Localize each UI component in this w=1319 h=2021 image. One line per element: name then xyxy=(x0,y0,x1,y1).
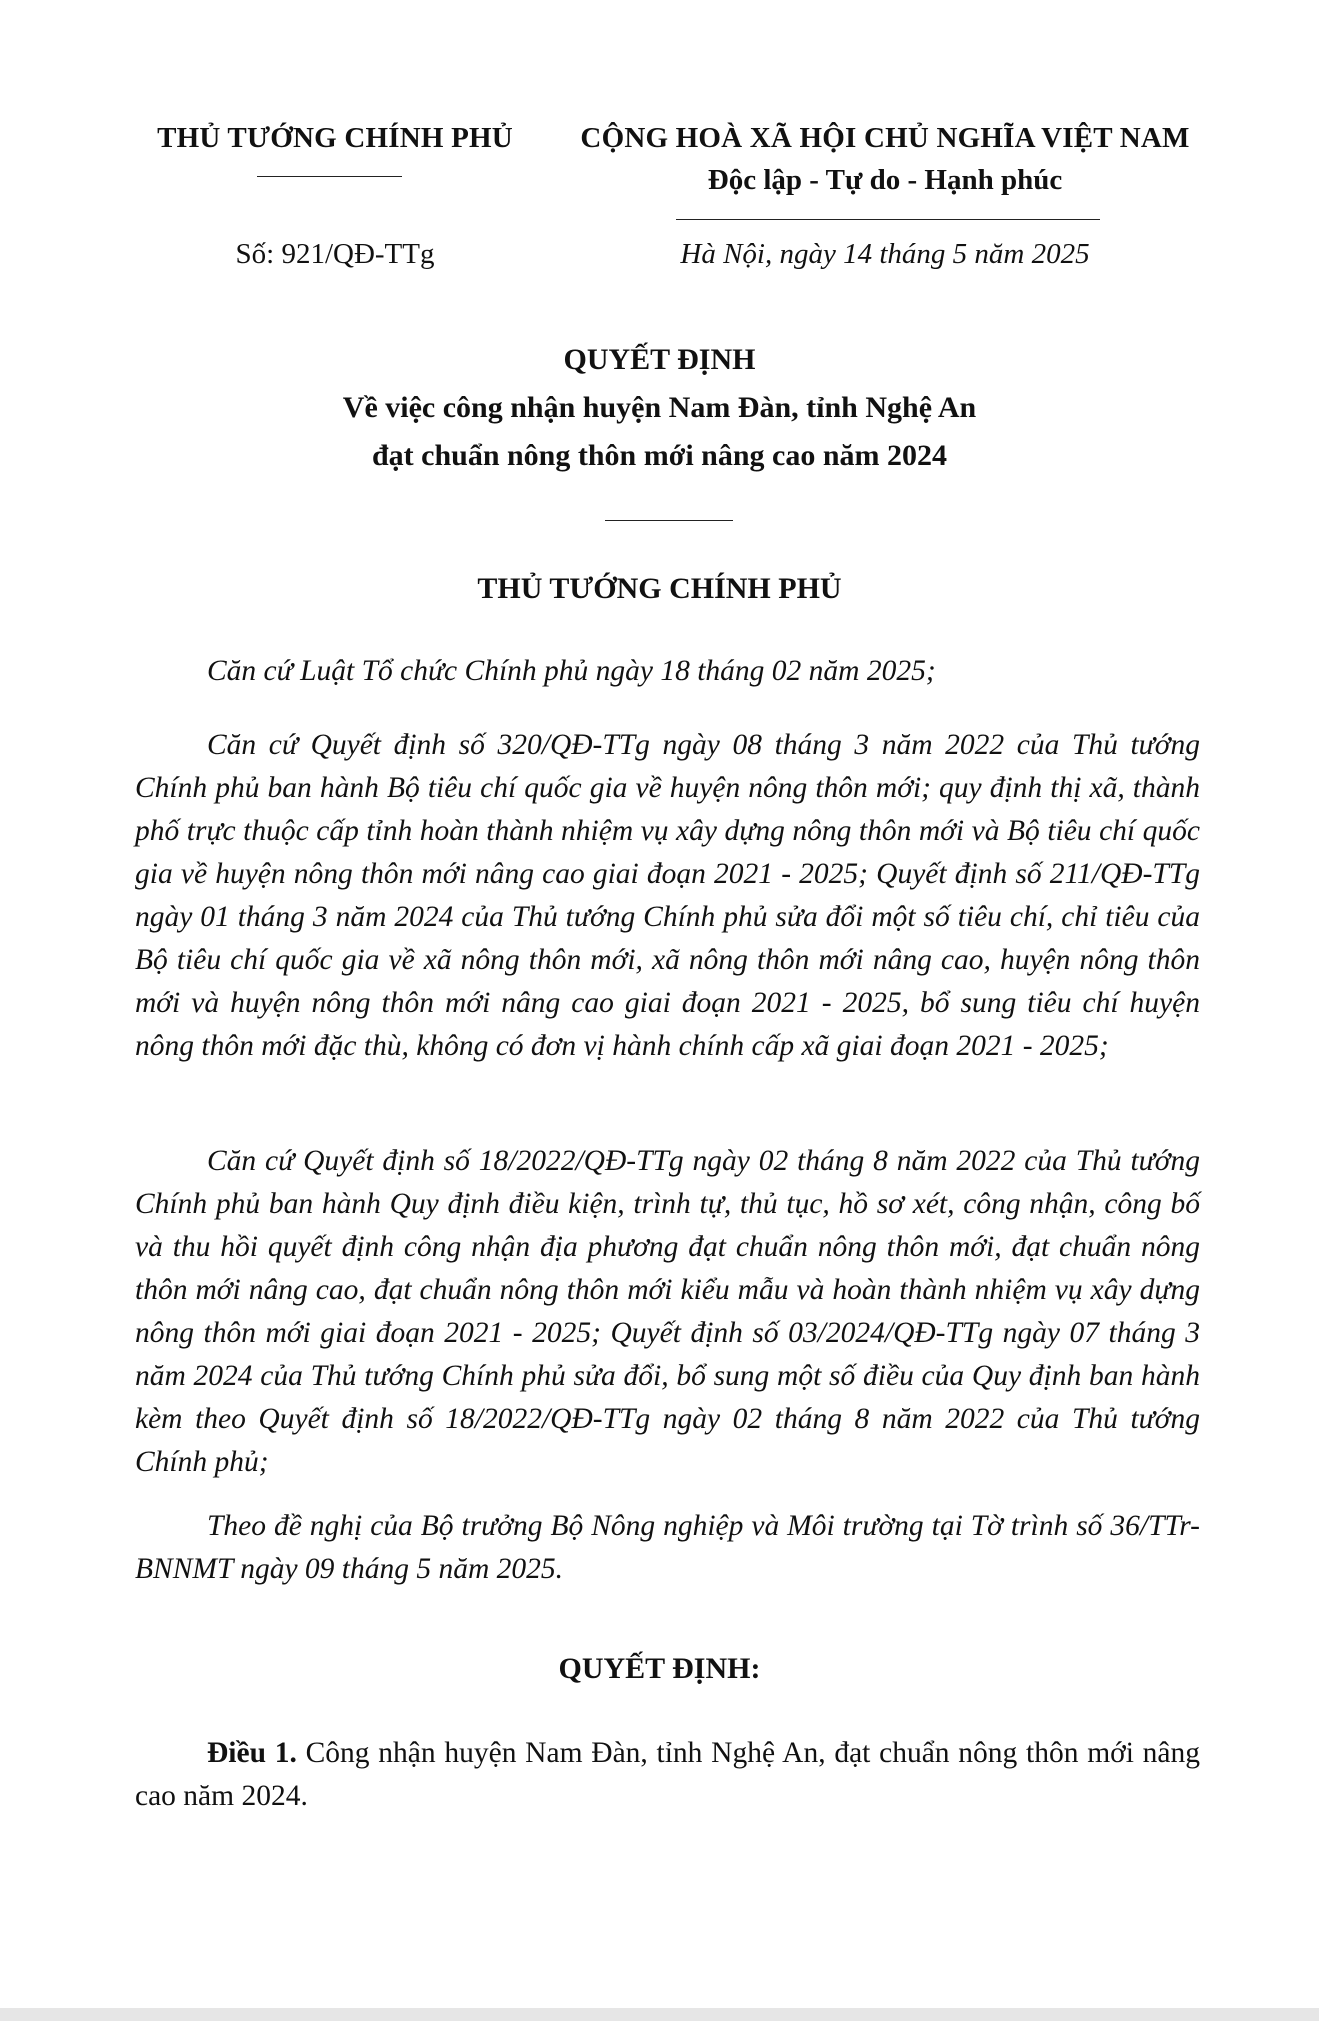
document-type-heading: QUYẾT ĐỊNH xyxy=(563,343,756,376)
subject-line-1: Về việc công nhận huyện Nam Đàn, tỉnh Nghệ An xyxy=(342,391,977,424)
national-title: CỘNG HOÀ XÃ HỘI CHỦ NGHĨA VIỆT NAM xyxy=(580,122,1190,154)
preamble-paragraph: Căn cứ Luật Tổ chức Chính phủ ngày 18 tháng 02 năm 2025; xyxy=(207,655,936,687)
title-divider xyxy=(605,520,733,521)
preamble-paragraph: Căn cứ Quyết định số 320/QĐ-TTg ngày 08 tháng 3 năm 2022 của Thủ tướng Chính phủ ban hành Bộ tiêu chí quốc gia về huyện nông thôn mới; quy định thị xã, thành phố trực thuộc cấp tỉnh hoàn thành nhiệm vụ xây dựng nông thôn mới và Bộ tiêu chí quốc gia về huyện nông thôn mới nâng cao giai đoạn 2021 - 2025; Quyết định số 211/QĐ-TTg ngày 01 tháng 3 năm 2024 của Thủ tướng Chính phủ sửa đổi một số tiêu chí, chỉ tiêu của Bộ tiêu chí quốc gia về xã nông thôn mới, xã nông thôn mới nâng cao, huyện nông thôn mới và huyện nông thôn mới nâng cao giai đoạn 2021 - 2025, bổ sung tiêu chí huyện nông thôn mới đặc thù, không có đơn vị hành chính cấp xã giai đoạn 2021 - 2025; xyxy=(135,729,1200,1062)
article-1-text: Công nhận huyện Nam Đàn, tỉnh Nghệ An, đạt chuẩn nông thôn mới nâng cao năm 2024. xyxy=(135,1737,1201,1812)
issuing-agency: THỦ TƯỚNG CHÍNH PHỦ xyxy=(157,122,513,154)
place-and-date: Hà Nội, ngày 14 tháng 5 năm 2025 xyxy=(680,238,1090,270)
document-number: Số: 921/QĐ-TTg xyxy=(235,238,435,270)
preamble-paragraph: Căn cứ Quyết định số 18/2022/QĐ-TTg ngày 02 tháng 8 năm 2022 của Thủ tướng Chính phủ ban hành Quy định điều kiện, trình tự, thủ tục, hồ sơ xét, công nhận, công bố và thu hồi quyết định công nhận địa phương đạt chuẩn nông thôn mới, đạt chuẩn nông thôn mới nâng cao, đạt chuẩn nông thôn mới kiểu mẫu và hoàn thành nhiệm vụ xây dựng nông thôn mới giai đoạn 2021 - 2025; Quyết định số 03/2024/QĐ-TTg ngày 07 tháng 3 năm 2024 của Thủ tướng Chính phủ sửa đổi, bổ sung một số điều của Quy định ban hành kèm theo Quyết định số 18/2022/QĐ-TTg ngày 02 tháng 8 năm 2022 của Thủ tướng Chính phủ; xyxy=(135,1145,1200,1478)
decision-heading: QUYẾT ĐỊNH: xyxy=(558,1652,761,1685)
subject-line-2: đạt chuẩn nông thôn mới nâng cao năm 2024 xyxy=(371,439,948,472)
article-1-label: Điều 1. xyxy=(207,1737,297,1769)
motto-underline xyxy=(676,219,1100,220)
page-bottom-edge xyxy=(0,2008,1319,2021)
article-1 xyxy=(135,1732,1200,1818)
authority-heading: THỦ TƯỚNG CHÍNH PHỦ xyxy=(477,572,842,605)
national-motto: Độc lập - Tự do - Hạnh phúc xyxy=(707,164,1063,196)
agency-underline xyxy=(257,176,402,177)
preamble-paragraph: Theo đề nghị của Bộ trưởng Bộ Nông nghiệp và Môi trường tại Tờ trình số 36/TTr-BNNMT ngày 09 tháng 5 năm 2025. xyxy=(135,1510,1200,1585)
